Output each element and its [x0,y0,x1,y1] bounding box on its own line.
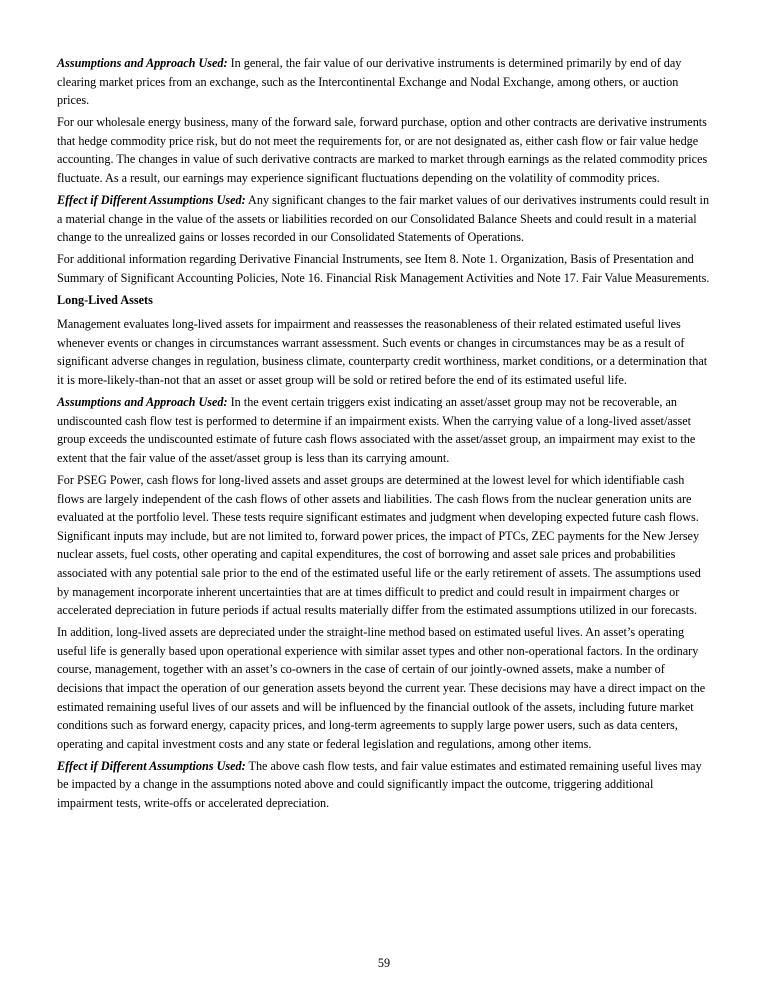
paragraph-pseg-power-cash-flows [57,471,711,620]
paragraph-additional-information [57,250,711,287]
paragraph-management-evaluates [57,315,711,389]
paragraph-text: For our wholesale energy business, many of the forward sale, forward purchase, option and other contracts are derivative instruments that hedge commodity price risk, but do not meet the requirements for, or are not designated as, either cash flow or fair value hedge accounting. The changes in value of such derivative contracts are marked to market through earnings as the related commodity prices fluctuate. As a result, our earnings may experience significant fluctuations depending on the volatility of commodity prices. [57,115,708,186]
run-in-heading: Assumptions and Approach Used: [57,56,228,70]
paragraph-wholesale-energy [57,113,711,187]
run-in-heading: Effect if Different Assumptions Used: [57,193,246,208]
paragraph-text: In general, the fair value of our derivative instruments is determined primarily by end of day clearing market prices from an exchange, such as the Intercontinental Exchange and Nodal Exchange, among others, or auction prices. [57,56,682,108]
paragraph-text: In the event certain triggers exist indicating an asset/asset group may not be recoverable, an undiscounted cash flow test is performed to determine if an impairment exists. When the carrying value of a long-lived asset/asset group exceeds the undiscounted estimate of future cash flows associated with the asset/asset group, an impairment may exist to the extent that the fair value of the asset/asset group is less than its carrying amount. [57,395,696,465]
run-in-heading: Effect if Different Assumptions Used: [57,758,246,773]
paragraph-text: In addition, long-lived assets are depreciated under the straight-line method based on estimated useful lives. An asset’s operating useful life is generally based upon operational experience with similar asset types and other non-operational factors. In the ordinary course, management, together with an asset’s co-owners in the case of certain of our jointly-owned assets, make a number of decisions that impact the operation of our generation assets beyond the current year. These decisions may have a direct impact on the estimated remaining useful lives of our assets and will be influenced by the financial outlook of the assets, including future market conditions such as forward energy, capacity prices, and long-term agreements to supply large power users, such as data centers, operating and capital investment costs and any state or federal legislation and regulations, among other items. [57,625,706,751]
page-number: 59 [377,956,391,970]
run-in-heading: Assumptions and Approach Used: [57,395,228,410]
paragraph-assumptions-derivatives [57,54,711,110]
paragraph-text: For additional information regarding Derivative Financial Instruments, see Item 8. Note 1. Organization, Basis of Presentation and Summary of Significant Accounting Policies, Note 16. Financial Risk Management Activities and Note 17. Fair Value Measurements. [57,252,710,286]
section-heading-long-lived-assets: Long-Lived Assets [57,293,153,308]
paragraph-text: Management evaluates long-lived assets for impairment and reassesses the reasonableness of their related estimated useful lives whenever events or changes in circumstances warrant assessment. Such events or changes in circumstances may be as a result of significant adverse changes in regulation, business climate, counterparty credit worthiness, market conditions, or a determination that it is more-likely-than-not that an asset or asset group will be sold or retired before the end of its estimated useful life. [57,317,708,387]
paragraph-assumptions-long-lived [57,393,711,467]
paragraph-text: For PSEG Power, cash flows for long-lived assets and asset groups are determined at the lowest level for which identifiable cash flows are largely independent of the cash flows of other assets and liabilities. The cash flows from the nuclear generation units are evaluated at the portfolio level. These tests require significant estimates and judgment when developing expected future cash flows. Significant inputs may include, but are not limited to, forward power prices, the impact of PTCs, ZEC payments for the New Jersey nuclear assets, fuel costs, other operating and capital expenditures, the cost of borrowing and asset sale prices and probabilities associated with any potential sale prior to the end of the estimated useful life or the early retirement of assets. The assumptions used by management incorporate inherent uncertainties that are at times difficult to predict and could result in impairment charges or accelerated depreciation in future periods if actual results materially differ from the estimated assumptions utilized in our forecasts. [57,472,701,618]
document-body [57,54,711,816]
paragraph-effect-derivatives [57,191,711,247]
paragraph-text: Any significant changes to the fair market values of our derivatives instruments could result in a material change in the value of the assets or liabilities recorded on our Consolidated Balance Sheets and could result in a material change to the unrealized gains or losses recorded in our Consolidated Statements of Operations. [57,193,710,245]
paragraph-depreciation [57,623,711,753]
paragraph-effect-long-lived [57,757,711,813]
paragraph-text: The above cash flow tests, and fair value estimates and estimated remaining useful lives may be impacted by a change in the assumptions noted above and could significantly impact the outcome, triggering additional impairment tests, write-offs or accelerated depreciation. [57,758,702,811]
